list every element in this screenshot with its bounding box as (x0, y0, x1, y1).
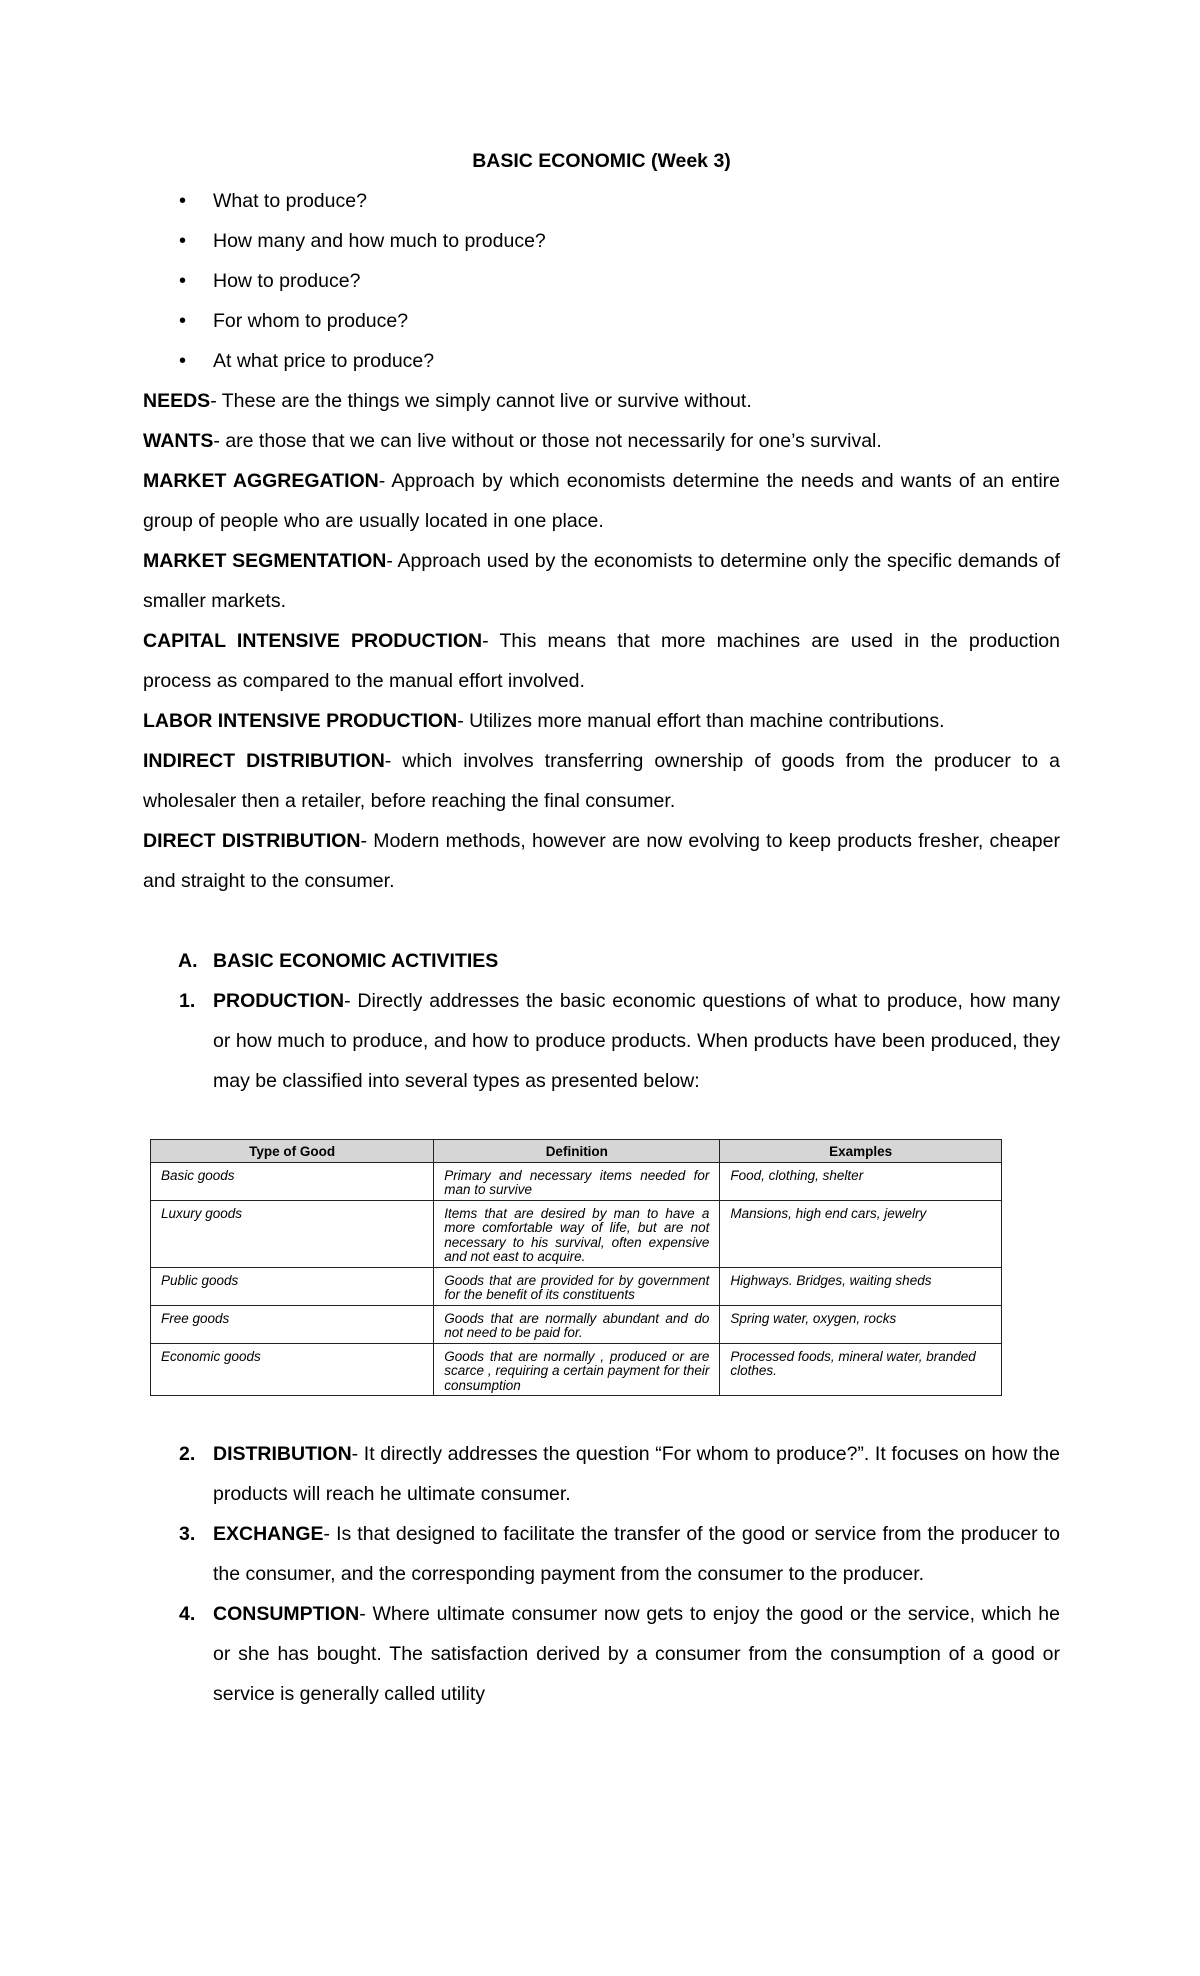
definition-term: INDIRECT DISTRIBUTION (143, 750, 385, 772)
definition-capital-intensive (143, 621, 1060, 701)
activity-number: 2. (179, 1443, 196, 1465)
definition-term: MARKET AGGREGATION (143, 470, 379, 492)
question-item: • How many and how much to produce? (143, 221, 1060, 261)
table-row (151, 1200, 1002, 1267)
activity-item-consumption (143, 1594, 1060, 1714)
table-row (151, 1343, 1002, 1396)
table-row (151, 1162, 1002, 1200)
definition-indirect-distribution (143, 741, 1060, 821)
definition-text: - Utilizes more manual effort than machine contributions. (457, 710, 945, 732)
definition-labor-intensive (143, 701, 1060, 741)
activity-item-distribution (143, 1434, 1060, 1514)
header-examples: Examples (720, 1140, 1002, 1163)
cell-definition: Goods that are normally abundant and do not need to be paid for. (434, 1305, 720, 1343)
definitions-block (143, 381, 1060, 901)
definition-text: - are those that we can live without or those not necessarily for one’s survival. (213, 430, 882, 452)
definition-text: - Modern methods, however are now evolving to keep products fresher, cheaper and straight to the consumer. (143, 830, 1060, 892)
goods-table-container (150, 1139, 1060, 1396)
activity-term: DISTRIBUTION (213, 1443, 352, 1465)
cell-definition: Items that are desired by man to have a more comfortable way of life, but are not necessary to his survival, often expensive and not east to acquire. (434, 1200, 720, 1267)
definition-needs (143, 381, 1060, 421)
definition-text: - Approach by which economists determine the needs and wants of an entire group of people who are usually located in one place. (143, 470, 1060, 532)
definition-direct-distribution (143, 821, 1060, 901)
definition-term: WANTS (143, 430, 214, 452)
header-type-of-good: Type of Good (151, 1140, 434, 1163)
economic-questions-list (143, 181, 1060, 381)
definition-term: LABOR INTENSIVE PRODUCTION (143, 710, 458, 732)
cell-definition: Primary and necessary items needed for man to survive (434, 1162, 720, 1200)
activity-item-production (143, 981, 1060, 1101)
table-header-row (151, 1140, 1002, 1163)
activity-text: - It directly addresses the question “For whom to produce?”. It focuses on how the products will reach he ultimate consumer. (213, 1443, 1060, 1505)
activity-text: - Where ultimate consumer now gets to enjoy the good or the service, which he or she has bought. The satisfaction derived by a consumer from the consumption of a good or service is generally called utility (213, 1603, 1060, 1705)
definition-term: CAPITAL INTENSIVE PRODUCTION (143, 630, 483, 652)
question-item: • At what price to produce? (143, 341, 1060, 381)
cell-examples: Highways. Bridges, waiting sheds (720, 1267, 1002, 1305)
activities-list-continued (143, 1434, 1060, 1714)
question-item: • What to produce? (143, 181, 1060, 221)
header-definition: Definition (434, 1140, 720, 1163)
definition-term: DIRECT DISTRIBUTION (143, 830, 361, 852)
cell-type: Basic goods (151, 1162, 434, 1200)
cell-type: Public goods (151, 1267, 434, 1305)
definition-market-segmentation (143, 541, 1060, 621)
definition-text: - These are the things we simply cannot live or survive without. (210, 390, 752, 412)
definition-text: - which involves transferring ownership of goods from the producer to a wholesaler then a retailer, before reaching the final consumer. (143, 750, 1060, 812)
section-letter: A. (178, 950, 198, 972)
cell-examples: Processed foods, mineral water, branded clothes. (720, 1343, 1002, 1396)
activity-number: 3. (179, 1523, 196, 1545)
activities-list (143, 981, 1060, 1101)
definition-term: MARKET SEGMENTATION (143, 550, 387, 572)
table-row (151, 1305, 1002, 1343)
activity-text: - Is that designed to facilitate the transfer of the good or service from the producer to the consumer, and the corresponding payment from the consumer to the producer. (213, 1523, 1060, 1585)
activity-number: 4. (179, 1603, 196, 1625)
section-title: BASIC ECONOMIC ACTIVITIES (213, 950, 499, 972)
table-row (151, 1267, 1002, 1305)
cell-definition: Goods that are provided for by government for the benefit of its constituents (434, 1267, 720, 1305)
document-title: BASIC ECONOMIC (Week 3) (472, 150, 731, 172)
activity-item-exchange (143, 1514, 1060, 1594)
activity-number: 1. (179, 990, 196, 1012)
definition-text: - This means that more machines are used in the production process as compared to the manual effort involved. (143, 630, 1060, 692)
question-item: • For whom to produce? (143, 301, 1060, 341)
definition-text: - Approach used by the economists to determine only the specific demands of smaller markets. (143, 550, 1060, 612)
activity-text: - Directly addresses the basic economic questions of what to produce, how many or how much to produce, and how to produce products. When products have been produced, they may be classified into several types as presented below: (213, 990, 1060, 1092)
cell-type: Luxury goods (151, 1200, 434, 1267)
activity-term: CONSUMPTION (213, 1603, 360, 1625)
cell-definition: Goods that are normally , produced or are scarce , requiring a certain payment for their consumption (434, 1343, 720, 1396)
activity-term: EXCHANGE (213, 1523, 324, 1545)
cell-type: Economic goods (151, 1343, 434, 1396)
section-heading (143, 941, 1060, 981)
cell-examples: Food, clothing, shelter (720, 1162, 1002, 1200)
types-of-goods-table (150, 1139, 1002, 1396)
question-item: • How to produce? (143, 261, 1060, 301)
cell-examples: Mansions, high end cars, jewelry (720, 1200, 1002, 1267)
definition-market-aggregation (143, 461, 1060, 541)
cell-examples: Spring water, oxygen, rocks (720, 1305, 1002, 1343)
cell-type: Free goods (151, 1305, 434, 1343)
activity-term: PRODUCTION (213, 990, 345, 1012)
definition-term: NEEDS (143, 390, 211, 412)
definition-wants (143, 421, 1060, 461)
